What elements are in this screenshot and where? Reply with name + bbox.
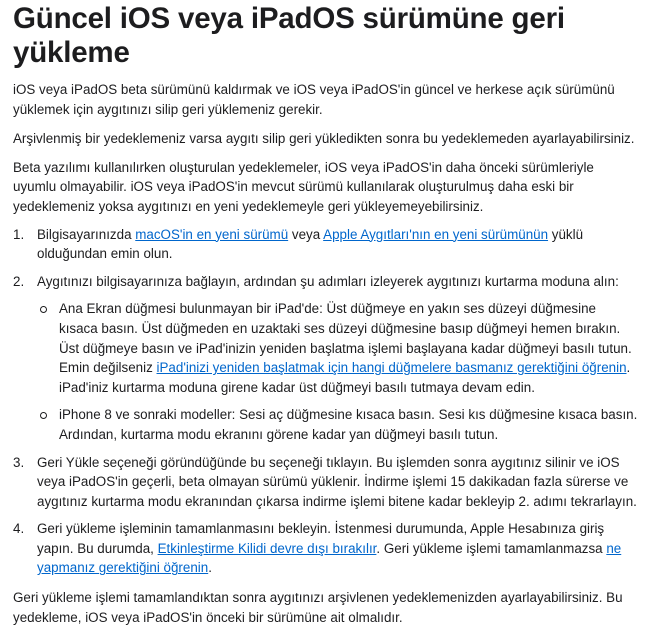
activation-lock-link[interactable]: Etkinleştirme Kilidi devre dışı bırakılır — [157, 540, 377, 556]
circle-bullet-icon — [40, 306, 47, 313]
step-text: . Geri yükleme işlemi tamamlanmazsa — [376, 540, 607, 556]
step-2 — [13, 272, 638, 445]
step-text: veya — [288, 226, 324, 242]
step-text: Geri yükleme işleminin tamamlanmasını bekleyin. İstenmesi durumunda, Apple Hesabınıza giriş yapın. Bu durumda, — [37, 521, 605, 556]
step-text: Bilgisayarınızda — [37, 226, 136, 242]
what-to-do-link[interactable]: ne yapmanız gerektiğini öğrenin — [37, 540, 622, 576]
step-number: 4. — [13, 521, 25, 537]
step-text: Geri Yükle seçeneği göründüğünde bu seçeneği tıklayın. Bu işlemden sonra aygıtınız silinir ve iOS veya iPadOS'in geçerli, beta olmayan sürümü yüklenir. İndirme işlemi 15 dakikadan fazla sürerse ve aygıtınız kurtarma modu ekranından çıkarsa indirme işlemi bitene kadar bekleyip 2. adımı tekrarlayın. — [37, 454, 637, 509]
step-text: Aygıtınızı bilgisayarınıza bağlayın, ardından şu adımları izleyerek aygıtınızı kurtarma moduna alın: — [37, 273, 619, 289]
sublist-text: Ana Ekran düğmesi bulunmayan bir iPad'de: Üst düğmeye en yakın ses düzeyi düğmesine kısaca basın. Üst düğmeden en uzaktaki ses düzeyi düğmesine basıp düğmeyi hemen bırakın. Üst düğmeye basın ve iPad'inizin yeniden başlatma işlemi başlayana kadar düğmeyi basılı tutun. Emin değilseniz — [59, 301, 632, 376]
ipad-restart-buttons-link[interactable]: iPad'inizi yeniden başlatmak için hangi düğmelere basmanız gerektiğini öğrenin — [156, 360, 627, 376]
sublist-text: . iPad'iniz kurtarma moduna girene kadar üst düğmeyi basılı tutmaya devam edin. — [59, 360, 631, 395]
recovery-mode-sublist — [37, 299, 638, 444]
archived-backup-paragraph: Arşivlenmiş bir yedeklemeniz varsa aygıtı silip geri yükledikten sonra bu yedeklemeden ayarlayabilirsiniz. — [13, 131, 635, 147]
step-3 — [13, 453, 638, 512]
step-number: 1. — [13, 226, 25, 242]
step-4 — [13, 519, 638, 578]
sublist-item-ipad — [37, 299, 638, 397]
step-text: yüklü olduğundan emin olun. — [37, 226, 584, 262]
step-number: 2. — [13, 273, 25, 289]
steps-list — [13, 225, 638, 579]
step-1 — [13, 225, 638, 264]
compatibility-paragraph: Beta yazılımı kullanılırken oluşturulan yedeklemeler, iOS veya iPadOS'in daha önceki sürümleriyle uyumlu olmayabilir. iOS veya iPadOS'in mevcut sürümü kullanılarak oluşturulmuş daha eski bir yedeklemeniz yoksa aygıtınızı en yeni yedeklemeyle geri yükleyemeyebilirsiniz. — [13, 159, 594, 214]
apple-devices-latest-version-link[interactable]: Apple Aygıtları'nın en yeni sürümünün — [323, 226, 549, 242]
macos-latest-version-link[interactable]: macOS'in en yeni sürümü — [135, 226, 289, 242]
step-text: . — [208, 560, 212, 576]
circle-bullet-icon — [40, 412, 47, 419]
sublist-text: iPhone 8 ve sonraki modeller: Sesi aç düğmesine kısaca basın. Sesi kıs düğmesine kısaca basın. Ardından, kurtarma modu ekranını görene kadar yan düğmeyi basılı tutun. — [59, 407, 638, 442]
sublist-item-iphone — [37, 405, 638, 444]
step-number: 3. — [13, 454, 25, 470]
page-title: Güncel iOS veya iPadOS sürümüne geri yükleme — [13, 2, 565, 69]
intro-paragraph: iOS veya iPadOS beta sürümünü kaldırmak ve iOS veya iPadOS'in güncel ve herkese açık sürümünü yüklemek için aygıtınızı silip geri yüklemeniz gerekir. — [13, 82, 615, 117]
outro-paragraph: Geri yükleme işlemi tamamlandıktan sonra aygıtınızı arşivlenen yedeklemenizden ayarlayabilirsiniz. Bu yedekleme, iOS veya iPadOS'in önceki bir sürümüne ait olmalıdır. — [13, 590, 623, 625]
